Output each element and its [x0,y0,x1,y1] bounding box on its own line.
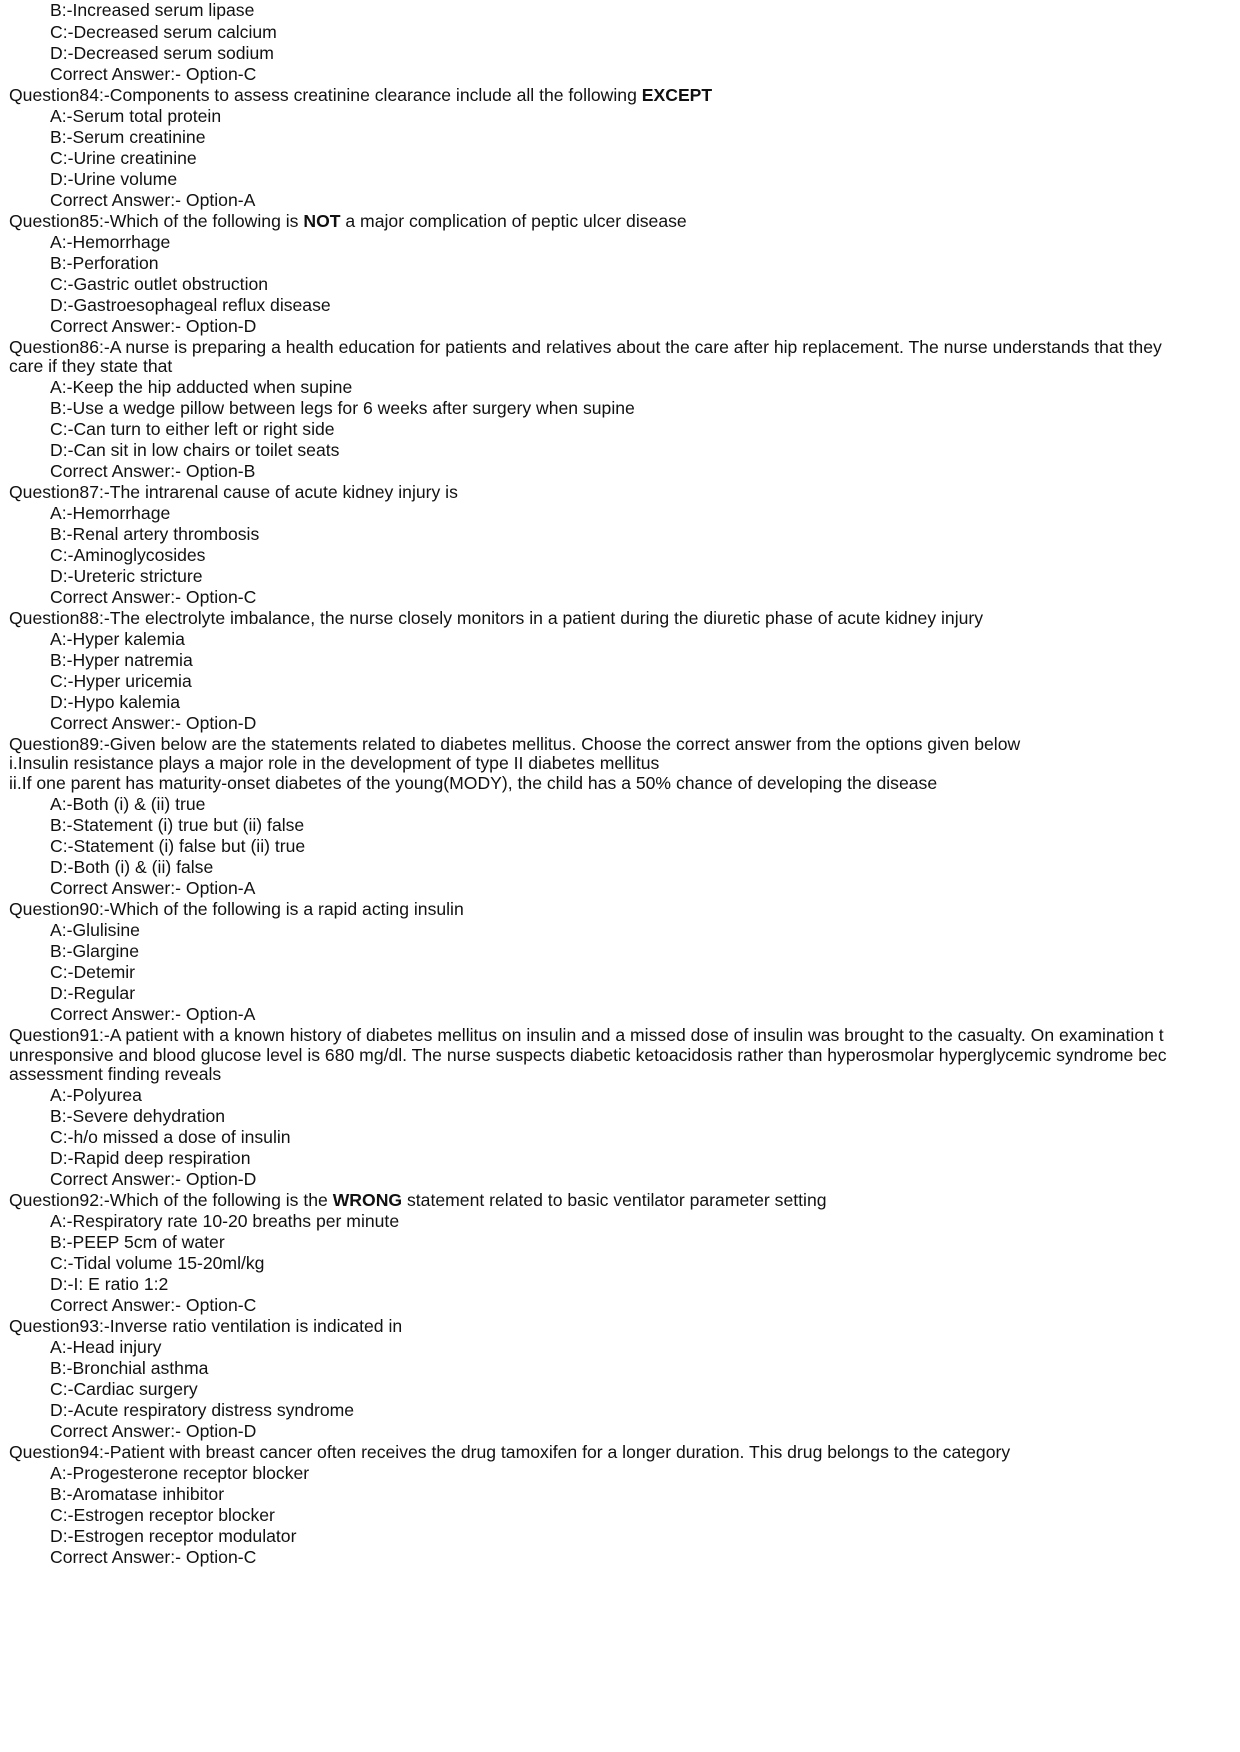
option-line [50,1253,264,1274]
option-line [50,1211,399,1232]
question-text-line [9,734,1020,755]
line-text: care if they state that [9,356,173,376]
correct-answer-line [50,1169,256,1190]
line-text: A:-Serum total protein [50,106,222,126]
line-text: D:-Both (i) & (ii) false [50,857,214,877]
option-line [50,1463,309,1484]
emphasis-text: NOT [303,211,341,231]
option-line [50,169,177,190]
line-text: Correct Answer:- Option-A [50,878,256,898]
option-line [50,1358,208,1379]
line-text: Correct Answer:- Option-D [50,316,257,336]
correct-answer-line [50,190,255,211]
line-text: Correct Answer:- Option-A [50,190,256,210]
line-text: B:-Renal artery thrombosis [50,524,260,544]
question-text-line [9,211,687,232]
line-text: B:-Perforation [50,253,159,273]
line-text: A:-Both (i) & (ii) true [50,794,206,814]
line-text: A:-Hyper kalemia [50,629,185,649]
line-text: C:-Statement (i) false but (ii) true [50,836,306,856]
option-line [50,629,185,650]
option-line [50,524,259,545]
line-text: Question94:-Patient with breast cancer often receives the drug tamoxifen for a longer duration. This drug belongs to the category [9,1442,1011,1462]
correct-answer-line [50,1547,256,1568]
line-text: A:-Hemorrhage [50,503,171,523]
line-text: Correct Answer:- Option-D [50,1421,257,1441]
option-line [50,1232,225,1253]
line-text: C:-Estrogen receptor blocker [50,1505,275,1525]
option-line [50,419,335,440]
line-text: B:-Increased serum lipase [50,0,255,20]
question-text-line [9,1064,221,1085]
question-text-line [9,753,659,774]
line-text: Question89:-Given below are the statements related to diabetes mellitus. Choose the correct answer from the options given below [9,734,1021,754]
line-text: Question85:-Which of the following is [9,211,304,231]
option-line [50,857,213,878]
option-line [50,22,277,43]
option-line [50,1379,198,1400]
option-line [50,1484,224,1505]
line-text: Correct Answer:- Option-D [50,1169,257,1189]
option-line [50,503,170,524]
line-text: C:-Decreased serum calcium [50,22,277,42]
correct-answer-line [50,64,256,85]
line-text: D:-Regular [50,983,136,1003]
option-line [50,274,268,295]
emphasis-text: WRONG [332,1190,403,1210]
question-text-line [9,1045,1167,1066]
line-text: D:-Hypo kalemia [50,692,181,712]
option-line [50,920,140,941]
line-text: B:-Statement (i) true but (ii) false [50,815,305,835]
line-text: Correct Answer:- Option-C [50,1547,257,1567]
line-text: A:-Keep the hip adducted when supine [50,377,353,397]
option-line [50,1085,142,1106]
option-line [50,1127,291,1148]
option-line [50,253,159,274]
line-text: B:-Glargine [50,941,139,961]
line-text: C:-Detemir [50,962,136,982]
line-text: B:-PEEP 5cm of water [50,1232,225,1252]
line-text: Correct Answer:- Option-C [50,587,257,607]
option-line [50,440,339,461]
option-line [50,377,352,398]
question-text-line [9,482,458,503]
option-line [50,815,304,836]
option-line [50,836,305,857]
option-line [50,127,205,148]
correct-answer-line [50,461,255,482]
line-text: unresponsive and blood glucose level is 680 mg/dl. The nurse suspects diabetic ketoacidosis rather than hyperosmolar hyperglycemic syndrome bec [9,1045,1167,1065]
correct-answer-line [50,713,256,734]
line-text: B:-Aromatase inhibitor [50,1484,225,1504]
line-text: A:-Respiratory rate 10-20 breaths per minute [50,1211,400,1231]
line-text: ii.If one parent has maturity-onset diabetes of the young(MODY), the child has a 50% chance of developing the disease [9,773,938,793]
option-line [50,1337,161,1358]
line-text: D:-Estrogen receptor modulator [50,1526,297,1546]
line-text: C:-Hyper uricemia [50,671,192,691]
line-text: Question86:-A nurse is preparing a health education for patients and relatives about the care after hip replacement. The nurse understands that they [9,337,1162,357]
line-text: D:-I: E ratio 1:2 [50,1274,169,1294]
line-text: D:-Ureteric stricture [50,566,203,586]
option-line [50,983,135,1004]
option-line [50,1526,296,1547]
option-line [50,1274,168,1295]
option-line [50,671,192,692]
question-text-line [9,356,172,377]
line-text: B:-Severe dehydration [50,1106,226,1126]
option-line [50,545,205,566]
line-text: D:-Decreased serum sodium [50,43,274,63]
line-text: C:-Cardiac surgery [50,1379,198,1399]
option-line [50,1106,225,1127]
option-line [50,1148,250,1169]
line-text: Correct Answer:- Option-A [50,1004,256,1024]
line-text: C:-Gastric outlet obstruction [50,274,269,294]
line-text: a major complication of peptic ulcer disease [340,211,687,231]
option-line [50,1505,275,1526]
question-text-line [9,1025,1164,1046]
line-text: A:-Polyurea [50,1085,142,1105]
line-text: B:-Serum creatinine [50,127,206,147]
line-text: C:-Aminoglycosides [50,545,206,565]
line-text: Correct Answer:- Option-D [50,713,257,733]
line-text: Correct Answer:- Option-C [50,64,257,84]
option-line [50,295,331,316]
correct-answer-line [50,1004,255,1025]
option-line [50,692,180,713]
line-text: B:-Use a wedge pillow between legs for 6 weeks after surgery when supine [50,398,635,418]
option-line [50,962,135,983]
correct-answer-line [50,587,256,608]
line-text: Question84:-Components to assess creatinine clearance include all the following [9,85,642,105]
line-text: D:-Can sit in low chairs or toilet seats [50,440,340,460]
line-text: Correct Answer:- Option-C [50,1295,257,1315]
option-line [50,650,193,671]
option-line [50,941,139,962]
line-text: D:-Acute respiratory distress syndrome [50,1400,355,1420]
line-text: Question87:-The intrarenal cause of acute kidney injury is [9,482,458,502]
emphasis-text: EXCEPT [641,85,713,105]
question-text-line [9,1190,827,1211]
line-text: C:-Urine creatinine [50,148,197,168]
option-line [50,398,635,419]
line-text: Question91:-A patient with a known history of diabetes mellitus on insulin and a missed dose of insulin was brought to the casualty. On examination t [9,1025,1164,1045]
question-text-line [9,337,1162,358]
correct-answer-line [50,1295,256,1316]
option-line [50,232,170,253]
line-text: Question92:-Which of the following is the [9,1190,333,1210]
option-line [50,43,274,64]
line-text: C:-Can turn to either left or right side [50,419,335,439]
line-text: A:-Progesterone receptor blocker [50,1463,310,1483]
option-line [50,148,197,169]
line-text: statement related to basic ventilator parameter setting [402,1190,827,1210]
correct-answer-line [50,316,256,337]
line-text: Question88:-The electrolyte imbalance, the nurse closely monitors in a patient during the diuretic phase of acute kidney injury [9,608,984,628]
line-text: Question90:-Which of the following is a rapid acting insulin [9,899,464,919]
correct-answer-line [50,1421,256,1442]
line-text: D:-Gastroesophageal reflux disease [50,295,331,315]
question-text-line [9,85,712,106]
correct-answer-line [50,878,255,899]
line-text: Question93:-Inverse ratio ventilation is indicated in [9,1316,403,1336]
line-text: C:-Tidal volume 15-20ml/kg [50,1253,265,1273]
line-text: D:-Rapid deep respiration [50,1148,251,1168]
question-text-line [9,608,983,629]
line-text: A:-Hemorrhage [50,232,171,252]
option-line [50,106,221,127]
line-text: assessment finding reveals [9,1064,222,1084]
option-line [50,794,205,815]
line-text: B:-Bronchial asthma [50,1358,209,1378]
option-line [50,0,254,21]
line-text: i.Insulin resistance plays a major role in the development of type II diabetes mellitus [9,753,660,773]
line-text: D:-Urine volume [50,169,178,189]
line-text: Correct Answer:- Option-B [50,461,256,481]
line-text: A:-Head injury [50,1337,162,1357]
question-text-line [9,1442,1010,1463]
option-line [50,1400,354,1421]
line-text: C:-h/o missed a dose of insulin [50,1127,291,1147]
line-text: B:-Hyper natremia [50,650,193,670]
question-text-line [9,899,464,920]
line-text: A:-Glulisine [50,920,140,940]
question-text-line [9,773,937,794]
option-line [50,566,203,587]
question-text-line [9,1316,402,1337]
